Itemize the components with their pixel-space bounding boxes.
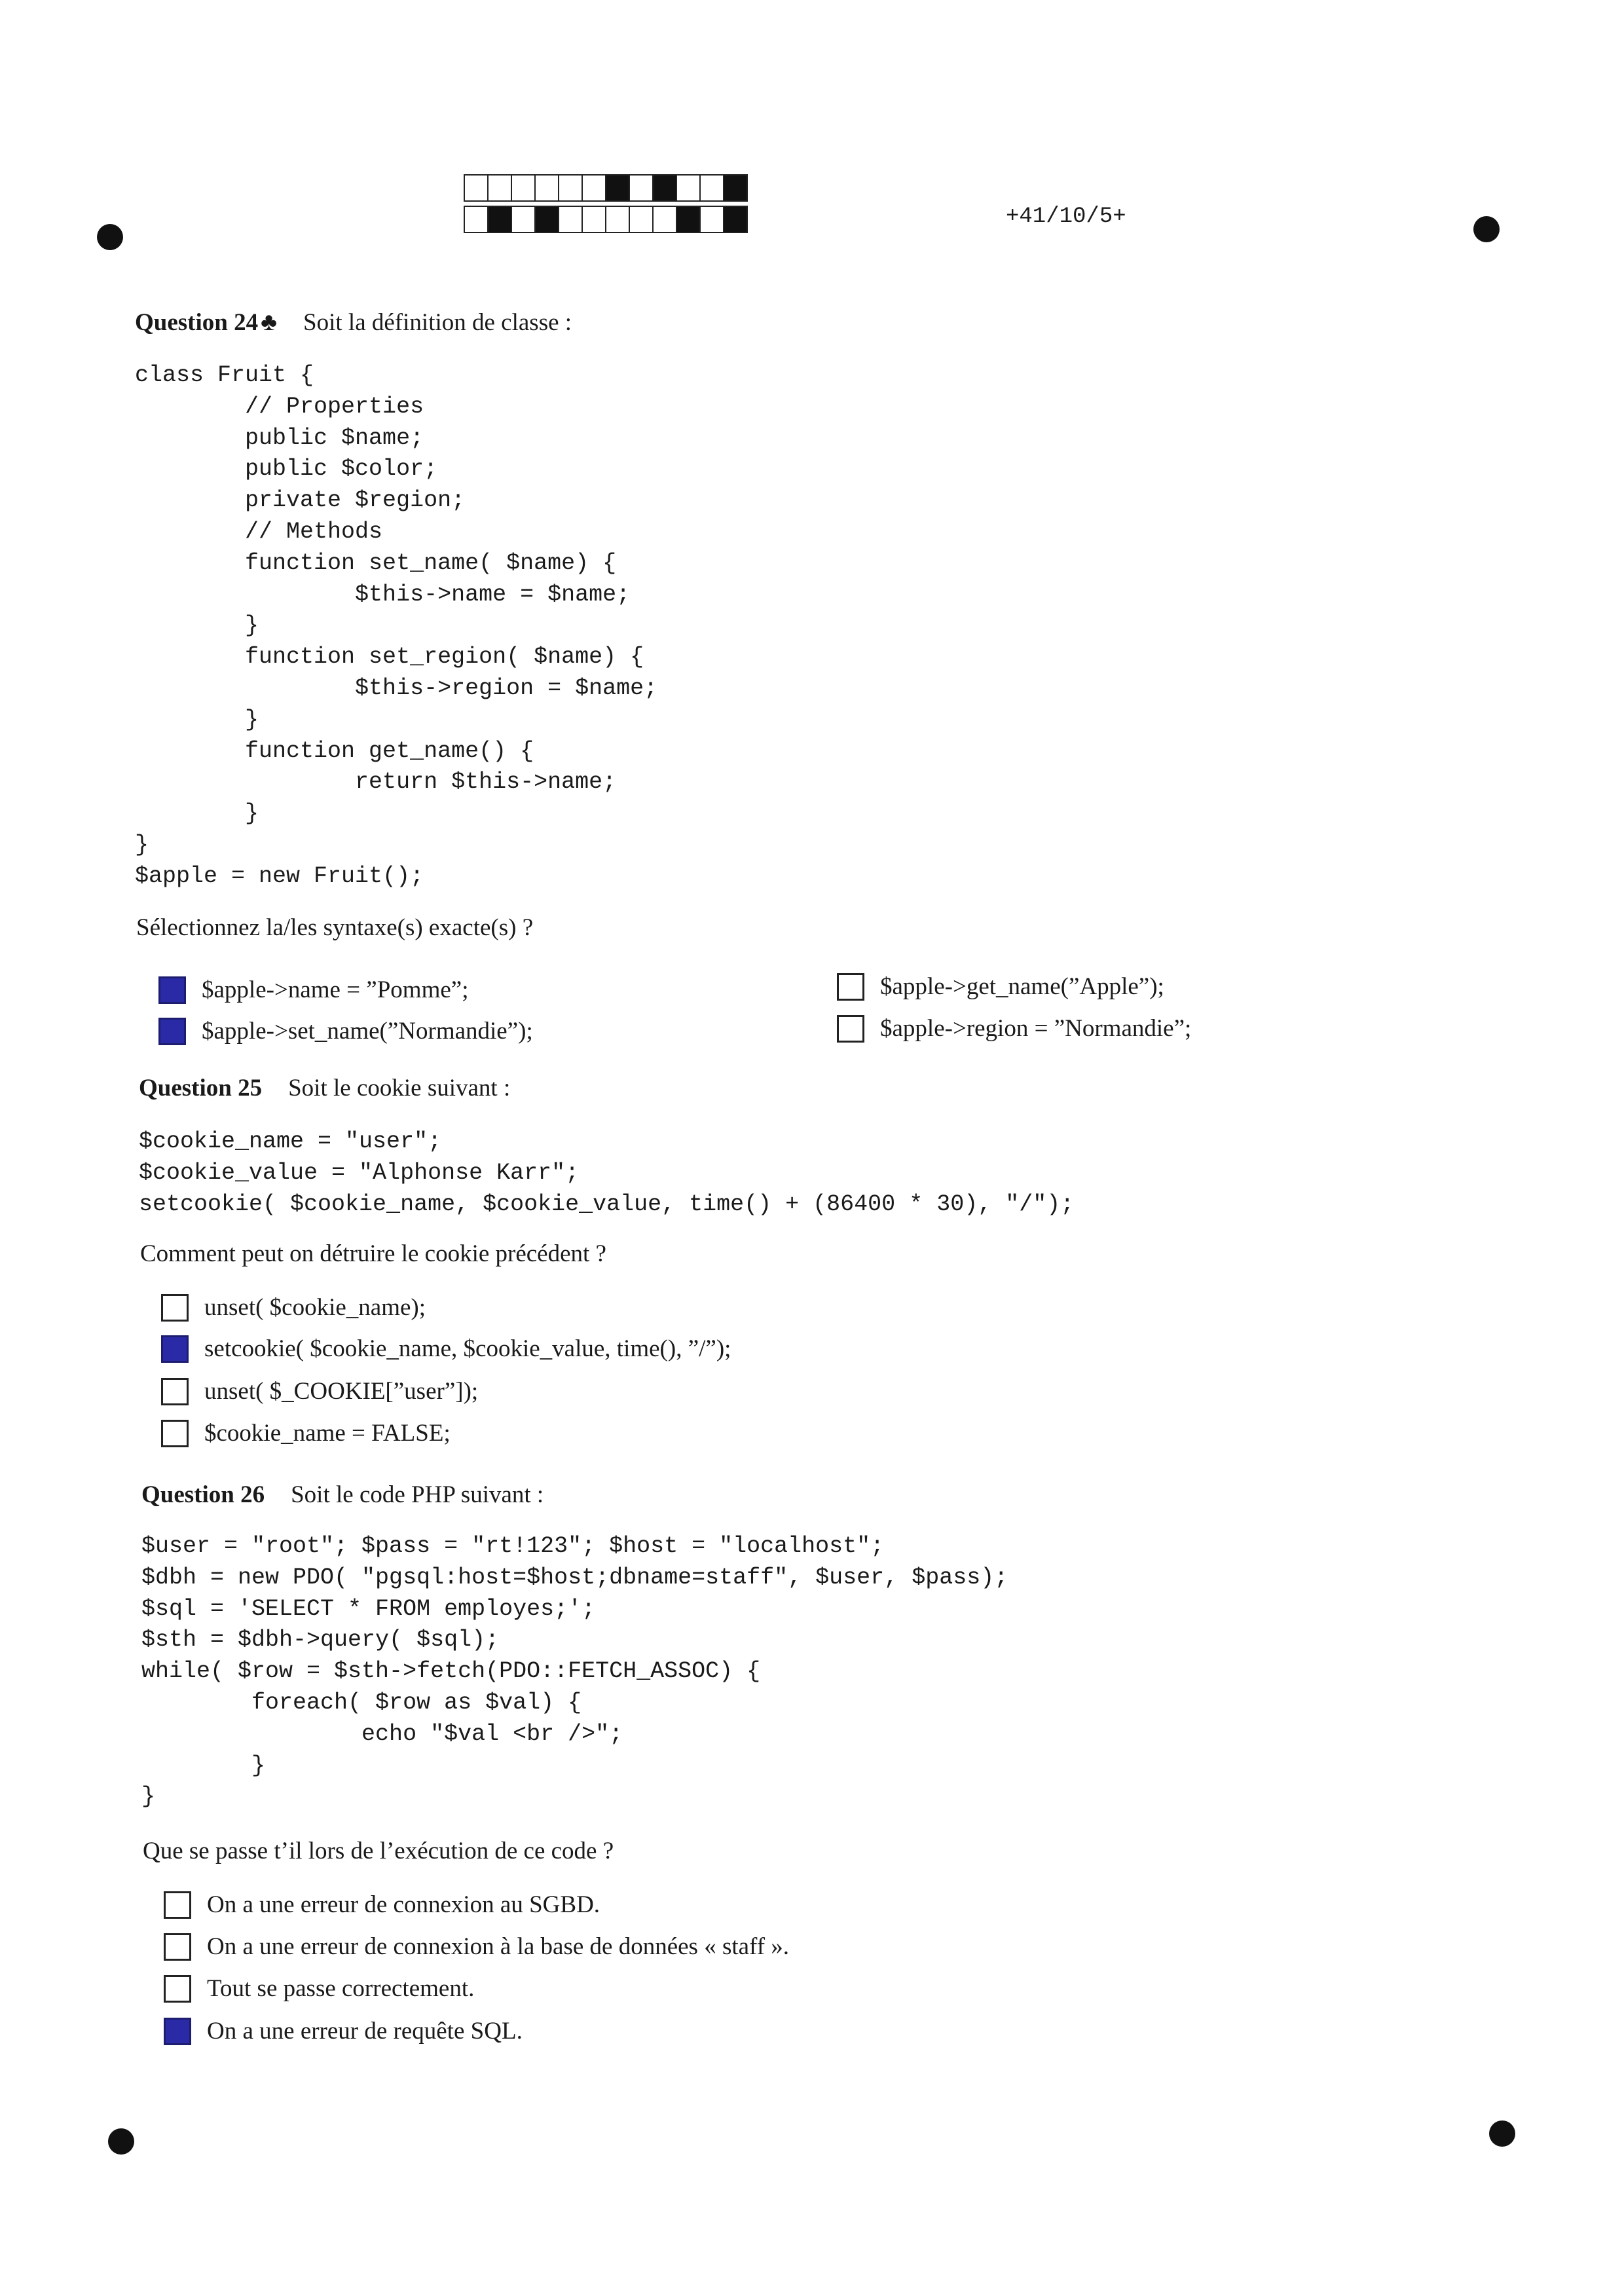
barcode-cell	[581, 206, 606, 233]
answer-checkbox[interactable]	[161, 1294, 189, 1322]
answer-checkbox[interactable]	[161, 1335, 189, 1363]
answer-option[interactable]	[161, 1293, 426, 1322]
question-24-header	[135, 308, 572, 337]
barcode-cell	[581, 174, 606, 202]
barcode-row	[464, 174, 747, 202]
registration-dot-top-right	[1473, 216, 1500, 242]
answer-text: $apple->get_name(”Apple”);	[880, 973, 1164, 1000]
question-26-header	[141, 1481, 544, 1509]
answer-text: setcookie( $cookie_name, $cookie_value, time(), ”/”);	[204, 1335, 731, 1362]
answer-checkbox[interactable]	[837, 973, 864, 1001]
code-block: $user = "root"; $pass = "rt!123"; $host = "localhost"; $dbh = new PDO( "pgsql:host=$host;dbname=staff", $user, $pass); $sql = 'SELECT * FROM employes;'; $sth = $dbh->query( $sql); while( $row = $sth->fetch(PDO::FETCH_ASSOC) { foreach( $row as $val) { echo "$val <br />"; } }	[141, 1533, 1008, 1810]
barcode-cell	[534, 174, 559, 202]
page-code: +41/10/5+	[1006, 204, 1126, 229]
barcode-cell	[723, 206, 748, 233]
question-label: Question 24 ♣	[135, 308, 278, 336]
barcode-cell	[464, 174, 489, 202]
answer-text: $cookie_name = FALSE;	[204, 1420, 451, 1447]
barcode-cell	[652, 206, 677, 233]
question-label: Question 26	[141, 1481, 265, 1508]
answer-text: Tout se passe correctement.	[207, 1975, 475, 2002]
answer-option[interactable]	[158, 1017, 533, 1045]
barcode-cell	[652, 174, 677, 202]
answer-option[interactable]	[161, 1419, 451, 1447]
answer-option[interactable]	[164, 1974, 474, 2003]
barcode-cell	[534, 206, 559, 233]
barcode-cell	[558, 206, 583, 233]
barcode-cell	[487, 174, 512, 202]
question-prompt: Que se passe t’il lors de l’exécution de ce code ?	[143, 1838, 614, 1864]
answer-checkbox[interactable]	[164, 1975, 191, 2003]
answer-checkbox[interactable]	[161, 1378, 189, 1405]
answer-option[interactable]	[837, 1014, 1191, 1043]
question-intro: Soit le cookie suivant :	[288, 1075, 511, 1102]
question-intro: Soit le code PHP suivant :	[291, 1481, 544, 1508]
barcode-row	[464, 206, 747, 233]
barcode-cell	[699, 174, 724, 202]
answer-checkbox[interactable]	[164, 1891, 191, 1919]
answer-text: unset( $_COOKIE[”user”]);	[204, 1378, 479, 1405]
answer-option[interactable]	[161, 1335, 731, 1363]
registration-dot-bottom-right	[1489, 2120, 1515, 2147]
answer-checkbox[interactable]	[164, 1933, 191, 1961]
answer-option[interactable]	[164, 1891, 600, 1919]
code-block: class Fruit { // Properties public $name; public $color; private $region; // Methods function set_name( $name) { $this->name = $name; } function set_region( $name) { $this->region = $name; } function get_name() { return $this->name; } } $apple = new Fruit();	[135, 362, 658, 889]
answer-checkbox[interactable]	[161, 1420, 189, 1447]
answer-text: unset( $cookie_name);	[204, 1294, 426, 1321]
answer-text: On a une erreur de connexion au SGBD.	[207, 1891, 600, 1918]
barcode-cell	[487, 206, 512, 233]
code-block: $cookie_name = "user"; $cookie_value = "Alphonse Karr"; setcookie( $cookie_name, $cookie_value, time() + (86400 * 30), "/");	[139, 1128, 1075, 1217]
barcode-cell	[629, 206, 654, 233]
answer-option[interactable]	[164, 1933, 789, 1961]
barcode-cell	[464, 206, 489, 233]
barcode-cell	[511, 206, 536, 233]
answer-text: $apple->set_name(”Normandie”);	[202, 1018, 533, 1045]
question-intro: Soit la définition de classe :	[303, 309, 572, 336]
answer-option[interactable]	[164, 2017, 523, 2045]
answer-text: On a une erreur de connexion à la base de données « staff ».	[207, 1933, 790, 1960]
answer-checkbox[interactable]	[158, 976, 186, 1004]
answer-option[interactable]	[161, 1377, 478, 1405]
answer-checkbox[interactable]	[164, 2018, 191, 2045]
barcode-cell	[723, 174, 748, 202]
barcode-cell	[629, 174, 654, 202]
answer-text: On a une erreur de requête SQL.	[207, 2018, 523, 2045]
answer-checkbox[interactable]	[837, 1015, 864, 1043]
answer-option[interactable]	[158, 976, 469, 1004]
barcode-cell	[605, 174, 630, 202]
registration-dot-top-left	[97, 224, 123, 250]
question-prompt: Sélectionnez la/les syntaxe(s) exacte(s) ?	[136, 914, 534, 941]
question-label: Question 25	[139, 1075, 263, 1102]
answer-checkbox[interactable]	[158, 1018, 186, 1045]
answer-option[interactable]	[837, 972, 1164, 1001]
club-icon: ♣	[261, 308, 278, 336]
barcode-cell	[699, 206, 724, 233]
barcode-cell	[558, 174, 583, 202]
question-25-header	[139, 1074, 510, 1102]
barcode-cell	[676, 174, 701, 202]
question-prompt: Comment peut on détruire le cookie précédent ?	[140, 1240, 606, 1267]
barcode-cell	[676, 206, 701, 233]
answer-text: $apple->region = ”Normandie”;	[880, 1015, 1192, 1042]
registration-dot-bottom-left	[108, 2128, 134, 2155]
barcode-cell	[511, 174, 536, 202]
barcode-cell	[605, 206, 630, 233]
answer-text: $apple->name = ”Pomme”;	[202, 976, 469, 1003]
